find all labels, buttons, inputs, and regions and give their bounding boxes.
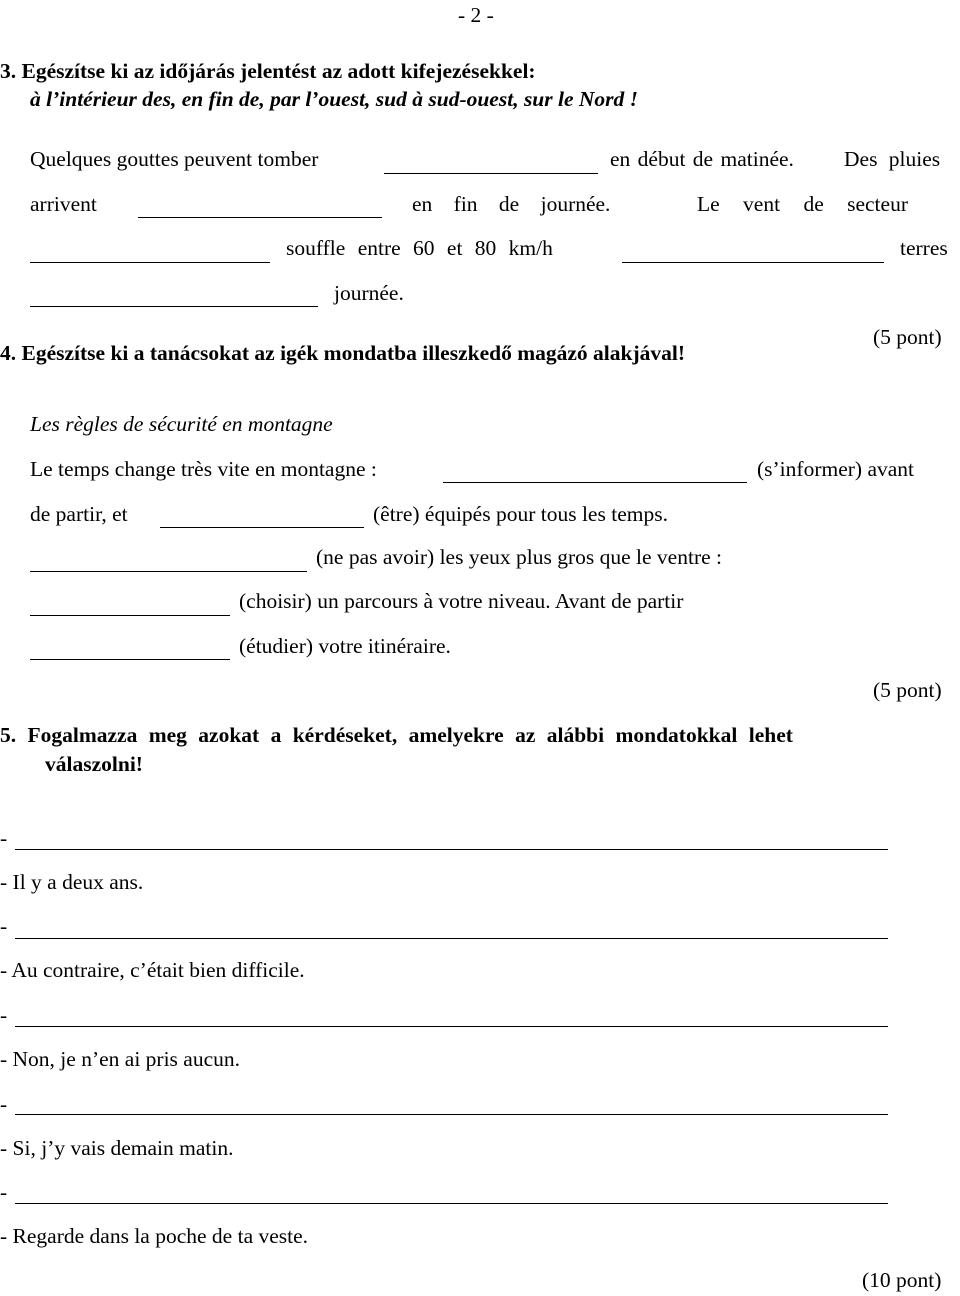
exercise-4-heading: 4. Egészítse ki a tanácsokat az igék mondatba illeszkedő magázó alakjával! [0,341,685,365]
ex4-line1-text-b: (s’informer) avant [757,457,914,481]
ex5-question-line-4[interactable] [15,1114,888,1115]
exercise-4-subtitle: Les règles de sécurité en montagne [30,412,333,436]
exercise-5-points: (10 pont) [862,1268,942,1292]
ex3-line1-text-b: en début de matinée. [610,147,794,171]
ex5-answer-5: - Regarde dans la poche de ta veste. [0,1224,309,1248]
exercise-3-expressions: à l’intérieur des, en fin de, par l’ouest, sud à sud-ouest, sur le Nord ! [30,87,639,111]
ex5-answer-3: - Non, je n’en ai pris aucun. [0,1047,241,1071]
ex5-question-dash-1: - [0,826,8,850]
ex4-line5-text-a: (étudier) votre itinéraire. [239,634,451,658]
ex3-blank-3[interactable] [30,262,270,263]
ex3-blank-4[interactable] [622,262,884,263]
ex3-line4-text-a: journée. [334,281,404,305]
ex3-line2-text-b: en fin de journée. [412,192,611,216]
ex5-question-line-2[interactable] [15,938,888,939]
ex4-line2-text-b: (être) équipés pour tous les temps. [373,502,668,526]
ex5-question-dash-5: - [0,1180,8,1204]
ex3-line1-text-a: Quelques gouttes peuvent tomber [30,147,319,171]
ex5-question-line-3[interactable] [15,1026,888,1027]
exercise-3-heading: 3. Egészítse ki az időjárás jelentést az adott kifejezésekkel: [0,59,536,83]
ex5-question-dash-3: - [0,1003,8,1027]
ex5-answer-4: - Si, j’y vais demain matin. [0,1136,234,1160]
ex4-blank-2[interactable] [160,527,364,528]
ex3-line1-text-c: Des pluies [844,147,941,171]
exercise-5-heading-line2: válaszolni! [45,752,143,776]
exercise-4-points: (5 pont) [873,678,942,702]
ex5-question-dash-2: - [0,914,8,938]
ex4-blank-5[interactable] [30,659,230,660]
ex3-blank-5[interactable] [30,306,318,307]
ex4-line4-text-a: (choisir) un parcours à votre niveau. Avant de partir [239,589,684,613]
ex5-question-dash-4: - [0,1092,8,1116]
ex5-question-line-1[interactable] [15,849,888,850]
ex3-line2-text-c: Le vent de secteur [697,192,908,216]
ex5-question-line-5[interactable] [15,1203,888,1204]
ex4-blank-4[interactable] [30,615,230,616]
ex4-line3-text-a: (ne pas avoir) les yeux plus gros que le ventre : [316,545,722,569]
ex3-blank-1[interactable] [384,173,598,174]
ex3-blank-2[interactable] [138,217,382,218]
exercise-3-points: (5 pont) [873,325,942,349]
ex3-line3-text-b: terres [900,236,948,260]
exercise-5-heading-line1: 5. Fogalmazza meg azokat a kérdéseket, amelyekre az alábbi mondatokkal lehet [0,723,793,747]
ex4-blank-3[interactable] [30,571,307,572]
ex5-answer-1: - Il y a deux ans. [0,870,144,894]
ex3-line2-text-a: arrivent [30,192,97,216]
ex4-line1-text-a: Le temps change très vite en montagne : [30,457,377,481]
ex3-line3-text-a: souffle entre 60 et 80 km/h [286,236,553,260]
ex4-line2-text-a: de partir, et [30,502,128,526]
page-number: - 2 - [458,3,494,27]
ex5-answer-2: - Au contraire, c’était bien difficile. [0,958,305,982]
ex4-blank-1[interactable] [443,482,747,483]
